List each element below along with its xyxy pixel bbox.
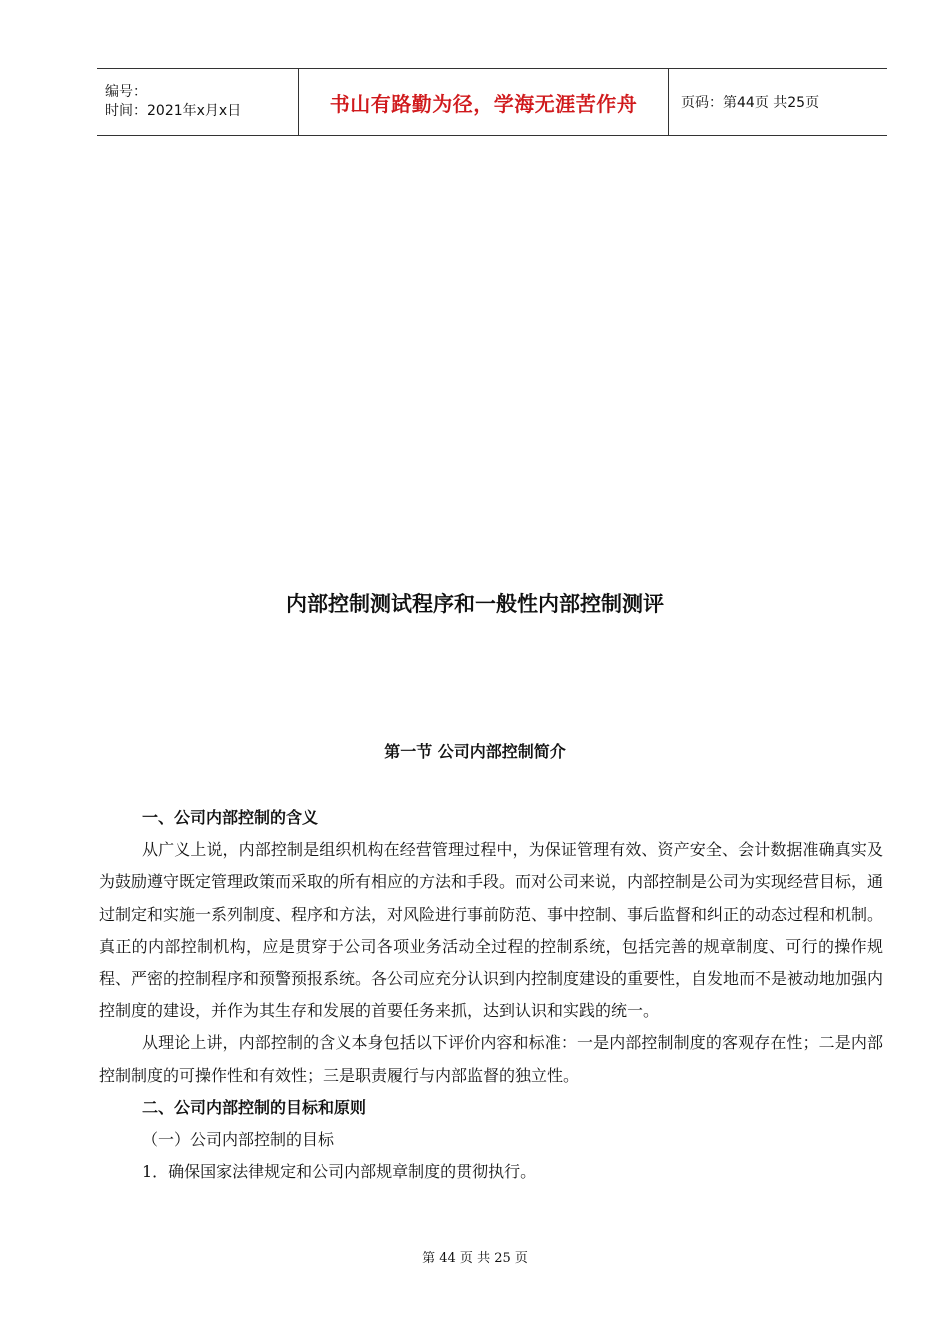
- header-meta: [97, 69, 298, 135]
- header-motto-cell: [298, 69, 669, 135]
- subheading-1: （一）公司内部控制的目标: [142, 1130, 335, 1150]
- header-table: [97, 68, 887, 136]
- paragraph-1: 从广义上说，内部控制是组织机构在经营管理过程中，为保证管理有效、资产安全、会计数据准确真实及为鼓励遵守既定管理政策而采取的所有相应的方法和手段。而对公司来说，内部控制是公司为实现经营目标，通过制定和实施一系列制度、程序和方法，对风险进行事前防范、事中控制、事后监督和纠正的动态过程和机制。真正的内部控制机构，应是贯穿于公司各项业务活动全过程的控制系统，包括完善的规章制度、可行的操作规程、严密的控制程序和预警预报系统。各公司应充分认识到内控制度建设的重要性，自发地而不是被动地加强内控制度的建设，并作为其生存和发展的首要任务来抓，达到认识和实践的统一。: [99, 840, 884, 1021]
- heading-2: 二、公司内部控制的目标和原则: [142, 1097, 367, 1117]
- heading-1: 一、公司内部控制的含义: [142, 808, 319, 827]
- body-text: [99, 802, 883, 1188]
- paragraph-2: 从理论上讲，内部控制的含义本身包括以下评价内容和标准：一是内部控制制度的客观存在性；二是内部控制制度的可操作性和有效性；三是职责履行与内部监督的独立性。: [99, 1033, 883, 1085]
- motto: 书山有路勤为径，学海无涯苦作舟: [329, 91, 638, 116]
- time-label: 时间：2021年x月x日: [105, 103, 242, 119]
- section-title: 第一节 公司内部控制简介: [384, 742, 566, 761]
- page-footer: 第 44 页 共 25 页: [422, 1251, 528, 1266]
- number-label: 编号：: [105, 84, 147, 100]
- page-label: 页码：第44页 共25页: [681, 95, 820, 111]
- document-title: 内部控制测试程序和一般性内部控制测评: [286, 592, 664, 616]
- list-item-1: 1．确保国家法律规定和公司内部规章制度的贯彻执行。: [142, 1162, 537, 1182]
- header-page-cell: [669, 69, 887, 135]
